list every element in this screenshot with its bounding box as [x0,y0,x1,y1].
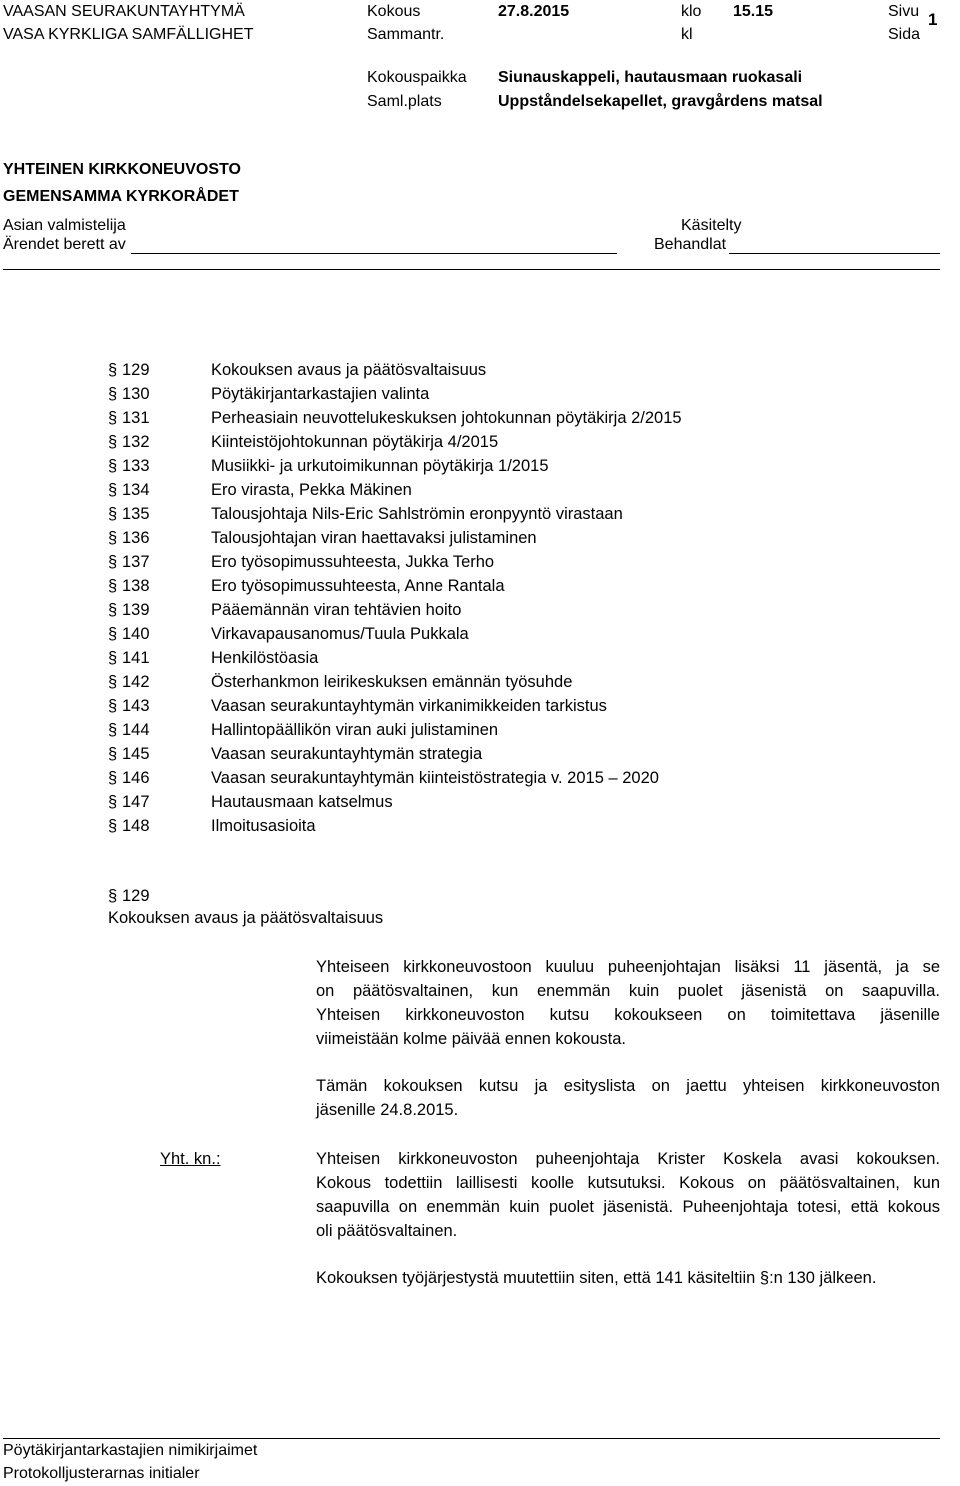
paragraph-composition [316,955,940,1051]
section-symbol: § [108,409,118,427]
agenda-item [108,670,808,694]
meeting-date: 27.8.2015 [498,3,570,20]
agenda-item [108,454,808,478]
agenda-item-title: Perheasiain neuvottelukeskuksen johtokunnan pöytäkirja 2/2015 [211,409,682,427]
decision-label: Yht. kn.: [160,1150,221,1168]
agenda-item [108,550,808,574]
agenda-item-title: Ero työsopimussuhteesta, Jukka Terho [211,553,495,571]
prepared-by-label-fi: Asian valmistelija [3,217,126,234]
section-title: Kokouksen avaus ja päätösvaltaisuus [108,909,384,927]
agenda-item-title: Österhankmon leirikeskuksen emännän työsuhde [211,673,573,691]
place-sv: Uppståndelsekapellet, gravgårdens matsal [498,93,823,110]
section-symbol: § [108,817,118,835]
section-number: 129 [122,887,150,905]
agenda-item-title: Musiikki- ja urkutoimikunnan pöytäkirja 1/2015 [211,457,549,475]
agenda-item-number: 142 [122,673,150,691]
agenda-item-number: 146 [122,769,150,787]
org-name-sv: VASA KYRKLIGA SAMFÄLLIGHET [3,26,254,43]
section-symbol: § [108,649,118,667]
place-label-fi: Kokouspaikka [367,69,467,86]
prepared-by-label-sv: Ärendet berett av [3,236,126,253]
agenda-item-number: 130 [122,385,150,403]
agenda-item [108,766,808,790]
paragraph-line: Tämän kokouksen kutsu ja esityslista on jaettu yhteisen kirkkoneuvoston [316,1077,940,1095]
handled-line [729,253,940,254]
agenda-item-number: 148 [122,817,150,835]
agenda-item [108,790,808,814]
agenda-item [108,574,808,598]
agenda-item-title: Ero työsopimussuhteesta, Anne Rantala [211,577,505,595]
paragraph-agenda-change: Kokouksen työjärjestystä muutettiin siten, että 141 käsiteltiin §:n 130 jälkeen. [316,1269,877,1287]
prepared-by-line [131,253,617,254]
agenda-item [108,478,808,502]
agenda-item-title: Pääemännän viran tehtävien hoito [211,601,462,619]
agenda-item-title: Vaasan seurakuntayhtymän strategia [211,745,483,763]
section-symbol: § [108,553,118,571]
section-symbol: § [108,793,118,811]
agenda-item-number: 139 [122,601,150,619]
paragraph-decision [316,1147,940,1243]
agenda-list [108,358,808,838]
agenda-item [108,598,808,622]
section-symbol: § [108,601,118,619]
agenda-item-number: 131 [122,409,150,427]
agenda-item-title: Vaasan seurakuntayhtymän kiinteistöstrategia v. 2015 – 2020 [211,769,659,787]
agenda-item [108,382,808,406]
agenda-item-number: 134 [122,481,150,499]
agenda-item [108,694,808,718]
agenda-item-title: Kiinteistöjohtokunnan pöytäkirja 4/2015 [211,433,499,451]
agenda-item-title: Vaasan seurakuntayhtymän virkanimikkeiden tarkistus [211,697,607,715]
agenda-item-title: Pöytäkirjantarkastajien valinta [211,385,430,403]
paragraph-line: viimeistään kolme päivää ennen kokousta. [316,1030,627,1048]
agenda-item-title: Kokouksen avaus ja päätösvaltaisuus [211,361,487,379]
paragraph-line: saapuvilla on enemmän kuin puolet jäsenistä. Puheenjohtaja totesi, että kokous [316,1198,940,1216]
body-title-fi: YHTEINEN KIRKKONEUVOSTO [3,161,241,178]
handled-label-fi: Käsitelty [681,217,742,234]
paragraph-line: on päätösvaltainen, kun enemmän kuin puolet jäsenistä on saapuvilla. [316,982,940,1000]
paragraph-line: Yhteisen kirkkoneuvoston puheenjohtaja Krister Koskela avasi kokouksen. [316,1150,940,1168]
agenda-item [108,406,808,430]
agenda-item [108,526,808,550]
footer-divider [3,1438,940,1439]
org-name-fi: VAASAN SEURAKUNTAYHTYMÄ [3,3,245,20]
agenda-item-title: Hallintopäällikön viran auki julistaminen [211,721,499,739]
footer-label-sv: Protokolljusterarnas initialer [3,1465,200,1482]
paragraph-line: jäsenille 24.8.2015. [316,1101,459,1119]
agenda-item [108,742,808,766]
page-label-sv: Sida [888,26,921,43]
agenda-item-number: 136 [122,529,150,547]
agenda-item-title: Talousjohtajan viran haettavaksi julistaminen [211,529,537,547]
agenda-item [108,430,808,454]
section-symbol: § [108,887,118,905]
section-symbol: § [108,361,118,379]
section-symbol: § [108,625,118,643]
agenda-item-title: Ero virasta, Pekka Mäkinen [211,481,412,499]
paragraph-line: Yhteisen kirkkoneuvoston kutsu kokoukseen on toimitettava jäsenille [316,1006,940,1024]
agenda-item [108,646,808,670]
agenda-item [108,718,808,742]
section-symbol: § [108,385,118,403]
agenda-item-number: 129 [122,361,150,379]
agenda-item-number: 138 [122,577,150,595]
agenda-item [108,358,808,382]
agenda-item-number: 145 [122,745,150,763]
section-symbol: § [108,769,118,787]
section-symbol: § [108,745,118,763]
section-symbol: § [108,481,118,499]
paragraph-line: Yhteiseen kirkkoneuvostoon kuuluu puheenjohtajan lisäksi 11 jäsentä, ja se [316,958,940,976]
header-divider [3,269,940,270]
agenda-item-title: Talousjohtaja Nils-Eric Sahlströmin eronpyyntö virastaan [211,505,623,523]
section-symbol: § [108,457,118,475]
agenda-item-number: 137 [122,553,150,571]
paragraph-line: oli päätösvaltainen. [316,1222,458,1240]
agenda-item-title: Ilmoitusasioita [211,817,316,835]
footer-label-fi: Pöytäkirjantarkastajien nimikirjaimet [3,1442,258,1459]
agenda-item-number: 143 [122,697,150,715]
time-label-sv: kl [681,26,693,43]
body-title-sv: GEMENSAMMA KYRKORÅDET [3,188,239,205]
page-label-fi: Sivu [888,3,920,20]
time-label-fi: klo [681,3,702,20]
meeting-time: 15.15 [733,3,774,20]
section-symbol: § [108,697,118,715]
agenda-item-number: 147 [122,793,150,811]
agenda-item-number: 133 [122,457,150,475]
section-symbol: § [108,577,118,595]
place-fi: Siunauskappeli, hautausmaan ruokasali [498,69,803,86]
place-label-sv: Saml.plats [367,93,442,110]
handled-label-sv: Behandlat [654,236,727,253]
agenda-item-title: Henkilöstöasia [211,649,319,667]
agenda-item-number: 140 [122,625,150,643]
agenda-item-title: Hautausmaan katselmus [211,793,393,811]
meeting-label-fi: Kokous [367,3,421,20]
section-symbol: § [108,673,118,691]
agenda-item-title: Virkavapausanomus/Tuula Pukkala [211,625,469,643]
paragraph-invitation [316,1074,940,1122]
section-symbol: § [108,721,118,739]
agenda-item [108,814,808,838]
agenda-item-number: 141 [122,649,150,667]
agenda-item [108,622,808,646]
section-symbol: § [108,505,118,523]
agenda-item-number: 135 [122,505,150,523]
section-symbol: § [108,433,118,451]
agenda-item [108,502,808,526]
page-number: 1 [928,10,938,29]
meeting-label-sv: Sammantr. [367,26,445,43]
agenda-item-number: 144 [122,721,150,739]
paragraph-line: Kokous todettiin laillisesti koolle kutsutuksi. Kokous on päätösvaltainen, kun [316,1174,940,1192]
section-symbol: § [108,529,118,547]
agenda-item-number: 132 [122,433,150,451]
